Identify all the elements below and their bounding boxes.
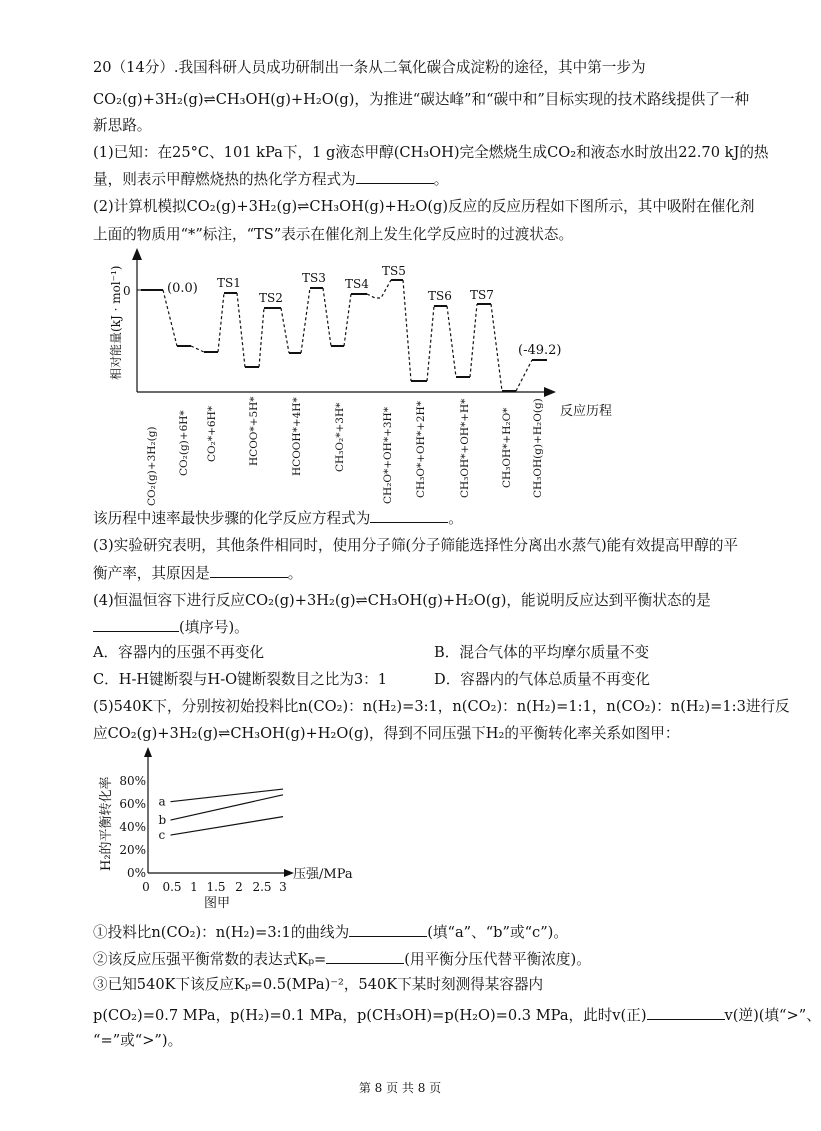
conv-series-lines (171, 789, 284, 835)
part2-line2: 上面的物质用“*”标注，“TS”表示在催化剂上发生化学反应时的过渡状态。 (93, 226, 574, 243)
part5-q1 (93, 922, 568, 943)
part2-line1: (2)计算机模拟CO₂(g)+3H₂(g)⇌CH₃OH(g)+H₂O(g)反应的反应历程如下图所示，其中吸附在催化剂 (93, 198, 755, 215)
conversion-chart (90, 745, 390, 925)
conv-x-axis-label: 压强/MPa (293, 867, 353, 882)
state-label: CH₃OH*+H₂O* (501, 407, 513, 488)
ts4-label: TS4 (345, 277, 369, 291)
state-label: CH₂O*+OH*+3H* (382, 407, 394, 504)
conv-y-axis-label: H₂的平衡转化率 (99, 776, 114, 871)
conv-y-tick-labels (119, 774, 146, 880)
state-label: CO₂*+6H* (206, 406, 218, 462)
answer-blank-2[interactable] (370, 508, 448, 523)
series-label-c: c (158, 828, 166, 843)
energy-annotation-end: (-49.2) (518, 343, 562, 358)
state-labels (146, 396, 544, 506)
part5-q3-line3: “=”或“>”)。 (93, 1032, 183, 1049)
conv-x-tick: 2 (235, 880, 243, 894)
part2-question-text: 该历程中速率最快步骤的化学反应方程式为 (93, 510, 371, 527)
conv-x-tick: 1.5 (206, 880, 226, 894)
option-c[interactable]: C．H-H键断裂与H-O键断裂数目之比为3：1 (93, 671, 388, 688)
part3-line1: (3)实验研究表明，其他条件相同时，使用分子筛(分子筛能选择性分离出水蒸气)能有效提高甲醇的平 (93, 537, 739, 554)
series-line-b (171, 795, 284, 820)
energy-y-arrow (132, 248, 142, 260)
part1-line2 (93, 169, 448, 190)
part2-question-end: 。 (448, 510, 463, 527)
state-label: CO₂(g)+3H₂(g) (146, 426, 158, 506)
part5-q3-text: p(CO₂)=0.7 MPa，p(H₂)=0.1 MPa，p(CH₃OH)=p(H₂O)=0.3 MPa，此时v(正) (93, 1007, 647, 1024)
ts7-label: TS7 (470, 288, 494, 302)
part5-q3-line1: ③已知540K下该反应Kₚ=0.5(MPa)⁻²，540K下某时刻测得某容器内 (93, 976, 544, 993)
energy-annotation-start: (0.0) (167, 281, 198, 296)
energy-x-axis-label: 反应历程 (560, 404, 613, 419)
option-a[interactable]: A．容器内的压强不再变化 (93, 644, 265, 661)
part1-question-text: 量，则表示甲醇燃烧热的热化学方程式为 (93, 171, 356, 188)
part2-question (93, 508, 463, 529)
part3-line2 (93, 563, 302, 584)
energy-y-axis-label: 相对能量(kJ · mol⁻¹) (109, 265, 123, 380)
option-d[interactable]: D．容器内的气体总质量不再变化 (434, 671, 651, 688)
conv-x-tick: 3 (279, 880, 287, 894)
part1-question-end: 。 (433, 171, 449, 188)
conv-series-labels (159, 795, 167, 842)
part4-line2 (93, 617, 249, 638)
part5-q2-text: ②该反应压强平衡常数的表达式Kₚ= (93, 951, 327, 968)
series-label-a: a (158, 794, 166, 809)
conv-y-tick: 60% (119, 797, 146, 811)
conv-x-tick: 0.5 (162, 880, 182, 894)
answer-blank-5[interactable] (349, 922, 427, 937)
conv-y-tick: 40% (119, 820, 146, 834)
ts3-label: TS3 (302, 271, 326, 285)
conv-x-tick-labels (142, 880, 287, 894)
state-label: CH₃O₂*+3H* (334, 402, 346, 472)
answer-blank-1[interactable] (356, 169, 434, 184)
answer-blank-3[interactable] (210, 563, 288, 578)
series-label-b: b (158, 813, 167, 828)
part4-question-end: (填序号)。 (179, 619, 249, 636)
part1-line1: (1)已知：在25°C、101 kPa下，1 g液态甲醇(CH₃OH)完全燃烧生成CO₂和液态水时放出22.70 kJ的热 (93, 144, 769, 161)
energy-profile-chart (0, 250, 800, 510)
part5-q2 (93, 949, 591, 970)
part5-q1-end: (填“a”、“b”或“c”)。 (427, 924, 568, 941)
ts1-label: TS1 (217, 276, 241, 290)
answer-blank-4[interactable] (93, 617, 179, 632)
page-footer: 第 8 页 共 8 页 (358, 1081, 442, 1095)
part3-question-text: 衡产率，其原因是 (93, 565, 210, 582)
question-header: 20（14分）.我国科研人员成功研制出一条从二氧化碳合成淀粉的途径，其中第一步为 (93, 59, 646, 76)
part5-q3-line2 (93, 1005, 821, 1026)
state-label: CO₂(g)+6H* (178, 410, 190, 476)
answer-blank-7[interactable] (647, 1005, 725, 1020)
series-line-c (171, 817, 284, 835)
energy-x-arrow (544, 387, 556, 397)
part4-line1: (4)恒温恒容下进行反应CO₂(g)+3H₂(g)⇌CH₃OH(g)+H₂O(g)，能说明反应达到平衡状态的是 (93, 592, 711, 609)
conv-x-tick: 1 (190, 880, 198, 894)
series-line-a (171, 789, 284, 802)
ts6-label: TS6 (428, 289, 452, 303)
part5-line1: (5)540K下，分别按初始投料比n(CO₂)：n(H₂)=3:1，n(CO₂)：n(H₂)=1:1，n(CO₂)：n(H₂)=1:3进行反 (93, 698, 790, 715)
part3-question-end: 。 (287, 565, 303, 582)
energy-zero-label: 0 (123, 284, 131, 298)
conv-x-tick: 2.5 (252, 880, 272, 894)
conv-y-tick: 20% (119, 843, 146, 857)
part5-q2-end: (用平衡分压代替平衡浓度)。 (404, 951, 591, 968)
conv-y-tick: 80% (119, 774, 146, 788)
state-label: HCOO*+5H* (248, 396, 260, 466)
conv-x-tick: 0 (142, 880, 150, 894)
option-b[interactable]: B．混合气体的平均摩尔质量不变 (434, 644, 650, 661)
conv-chart-title: 图甲 (204, 896, 231, 911)
conv-y-tick: 0% (126, 866, 146, 880)
transition-state-labels (217, 264, 494, 305)
state-label: CH₃OH*+OH*+H* (459, 398, 471, 498)
state-label: CH₃OH(g)+H₂O(g) (532, 398, 544, 498)
state-label: CH₃O*+OH*+2H* (415, 401, 427, 498)
ts5-label: TS5 (382, 264, 406, 278)
reaction-intro-line: CO₂(g)+3H₂(g)⇌CH₃OH(g)+H₂O(g)，为推进“碳达峰”和“碳中和”目标实现的技术路线提供了一种 (93, 91, 750, 108)
part5-line2: 应CO₂(g)+3H₂(g)⇌CH₃OH(g)+H₂O(g)，得到不同压强下H₂的平衡转化率关系如图甲： (93, 725, 680, 742)
ts2-label: TS2 (259, 291, 283, 305)
conv-y-arrow (144, 747, 152, 757)
part5-q1-text: ①投料比n(CO₂)：n(H₂)=3:1的曲线为 (93, 924, 350, 941)
intro-end-line: 新思路。 (93, 117, 152, 134)
state-label: HCOOH*+4H* (291, 397, 303, 476)
part5-q3-end: v(逆)(填“>”、 (724, 1007, 821, 1024)
answer-blank-6[interactable] (326, 949, 404, 964)
